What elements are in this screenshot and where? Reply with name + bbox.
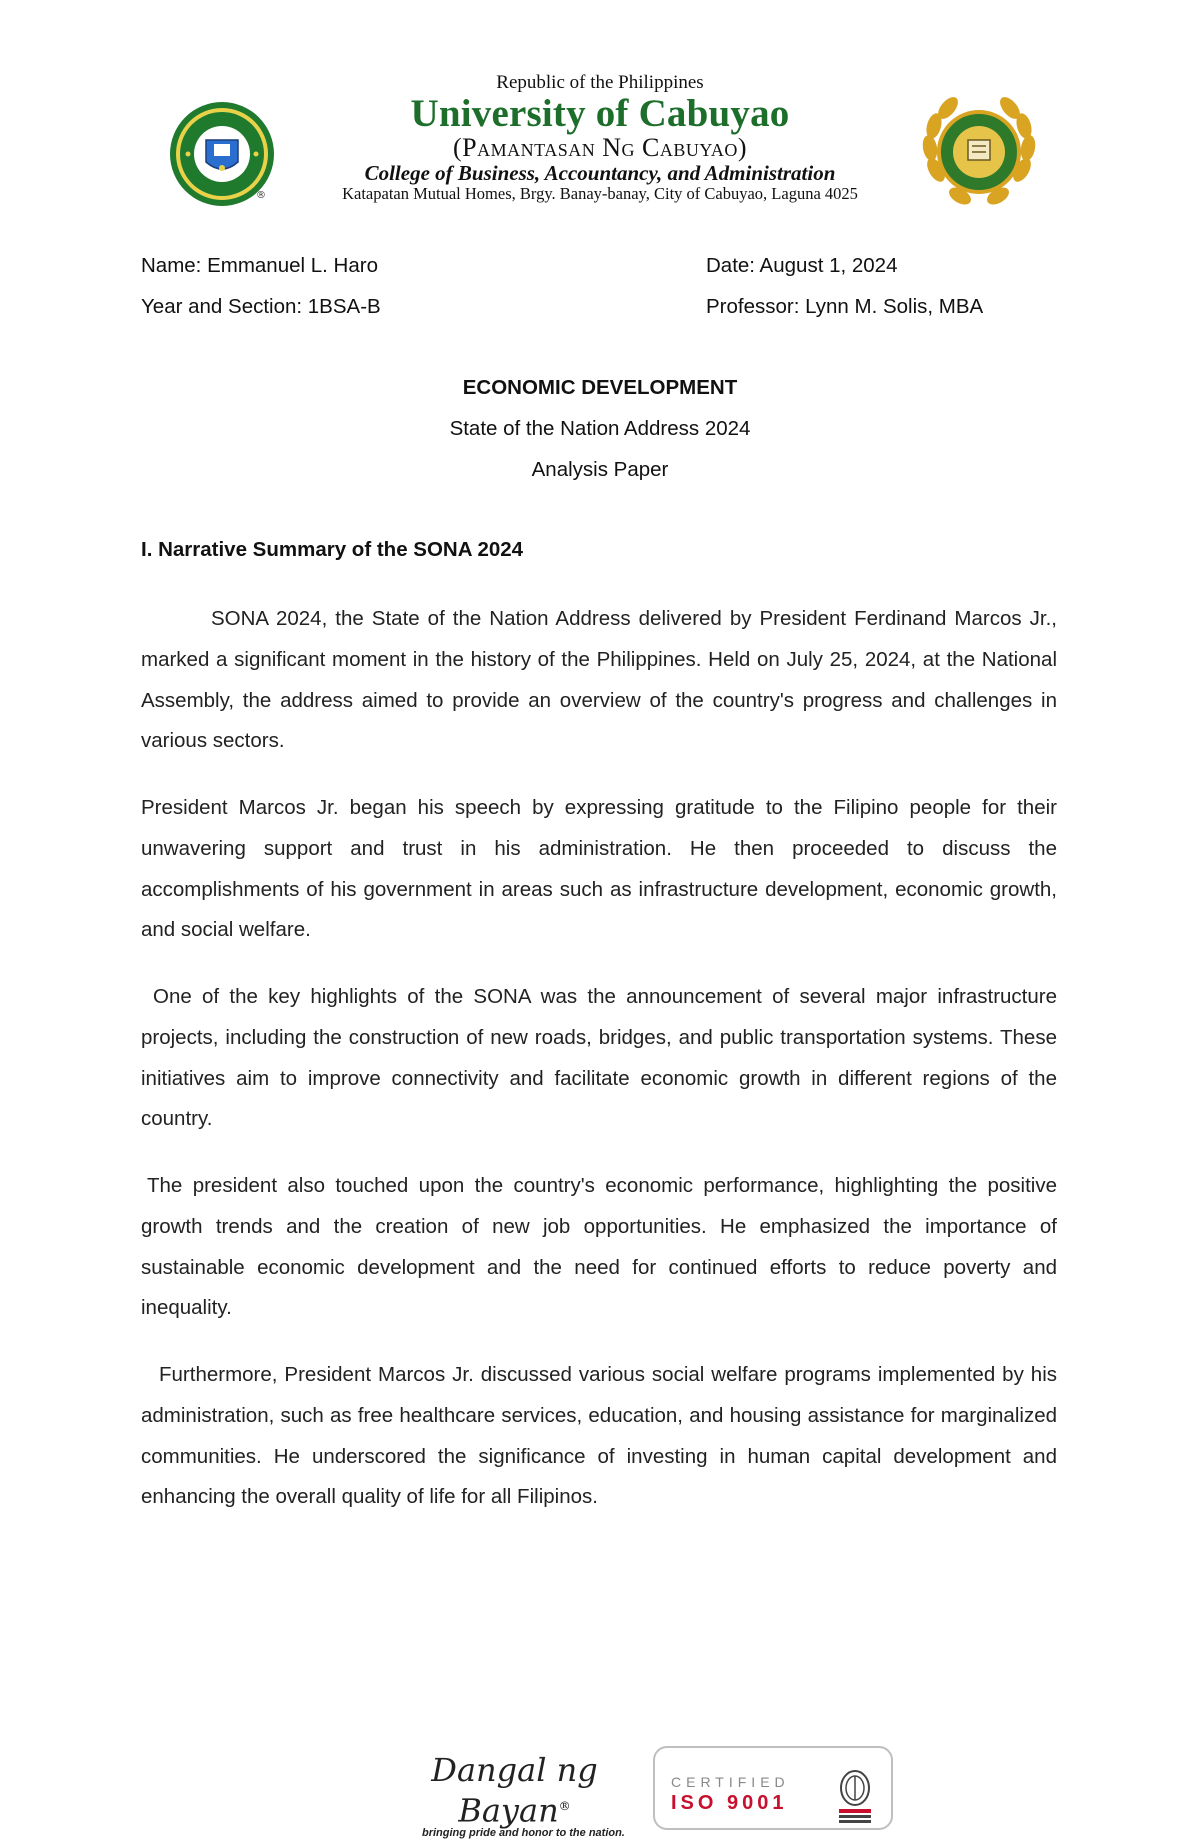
motto-tagline: bringing pride and honor to the nation. bbox=[422, 1826, 625, 1839]
submission-date: Date: August 1, 2024 bbox=[706, 254, 898, 277]
pamantasan-name: (Pamantasan Ng Cabuyao) bbox=[453, 133, 747, 162]
republic-line: Republic of the Philippines bbox=[496, 72, 704, 93]
paragraph: Furthermore, President Marcos Jr. discussed various social welfare programs implemented by his administration, such as free healthcare services, education, and housing assistance for marginalized communities. He underscored the significance of investing in human capital development and enhancing the overall quality of life for all Filipinos. bbox=[141, 1363, 1057, 1509]
letterhead bbox=[0, 72, 1200, 222]
college-name: College of Business, Accountancy, and Administration bbox=[364, 161, 836, 185]
paragraph: President Marcos Jr. began his speech by expressing gratitude to the Filipino people for their unwavering support and trust in his administration. He then proceeded to discuss the accomplishments of his government in areas such as infrastructure development, economic growth, and social welfare. bbox=[141, 796, 1057, 942]
motto-registered-mark: ® bbox=[558, 1799, 571, 1813]
document-type: Analysis Paper bbox=[531, 458, 669, 481]
paragraph: SONA 2024, the State of the Nation Address delivered by President Ferdinand Marcos Jr., marked a significant moment in the history of the Philippines. Held on July 25, 2024, at the National Assembly, the address aimed to provide an overview of the country's progress and challenges in various sectors. bbox=[141, 607, 1057, 753]
certified-label: CERTIFIED bbox=[671, 1774, 790, 1790]
professor-name: Professor: Lynn M. Solis, MBA bbox=[706, 295, 984, 318]
footer-motto bbox=[392, 1752, 637, 1840]
paragraph: One of the key highlights of the SONA was the announcement of several major infrastructure projects, including the construction of new roads, bridges, and public transportation systems. These initiatives aim to improve connectivity and facilitate economic growth in different regions of the country. bbox=[141, 985, 1057, 1131]
student-name: Name: Emmanuel L. Haro bbox=[141, 254, 378, 277]
college-seal-icon bbox=[920, 92, 1038, 212]
bureau-veritas-icon bbox=[837, 1768, 873, 1824]
year-section: Year and Section: 1BSA-B bbox=[141, 295, 381, 318]
motto-text: Dangal ng Bayan bbox=[431, 1751, 598, 1830]
section-heading: I. Narrative Summary of the SONA 2024 bbox=[141, 538, 524, 561]
paragraph: The president also touched upon the country's economic performance, highlighting the positive growth trends and the creation of new job opportunities. He emphasized the importance of sustainable economic development and the need for continued efforts to reduce poverty and inequality. bbox=[141, 1174, 1057, 1320]
document-subtitle: State of the Nation Address 2024 bbox=[449, 417, 751, 440]
registered-mark: ® bbox=[256, 190, 266, 201]
iso-certification-badge bbox=[653, 1746, 893, 1830]
letterhead-text bbox=[260, 72, 940, 204]
university-name: University of Cabuyao bbox=[410, 92, 790, 135]
document-title: ECONOMIC DEVELOPMENT bbox=[462, 376, 738, 399]
university-address: Katapatan Mutual Homes, Brgy. Banay-banay, City of Cabuyao, Laguna 4025 bbox=[342, 184, 858, 203]
iso-label: ISO 9001 bbox=[671, 1792, 788, 1814]
motto-logo bbox=[392, 1752, 637, 1829]
